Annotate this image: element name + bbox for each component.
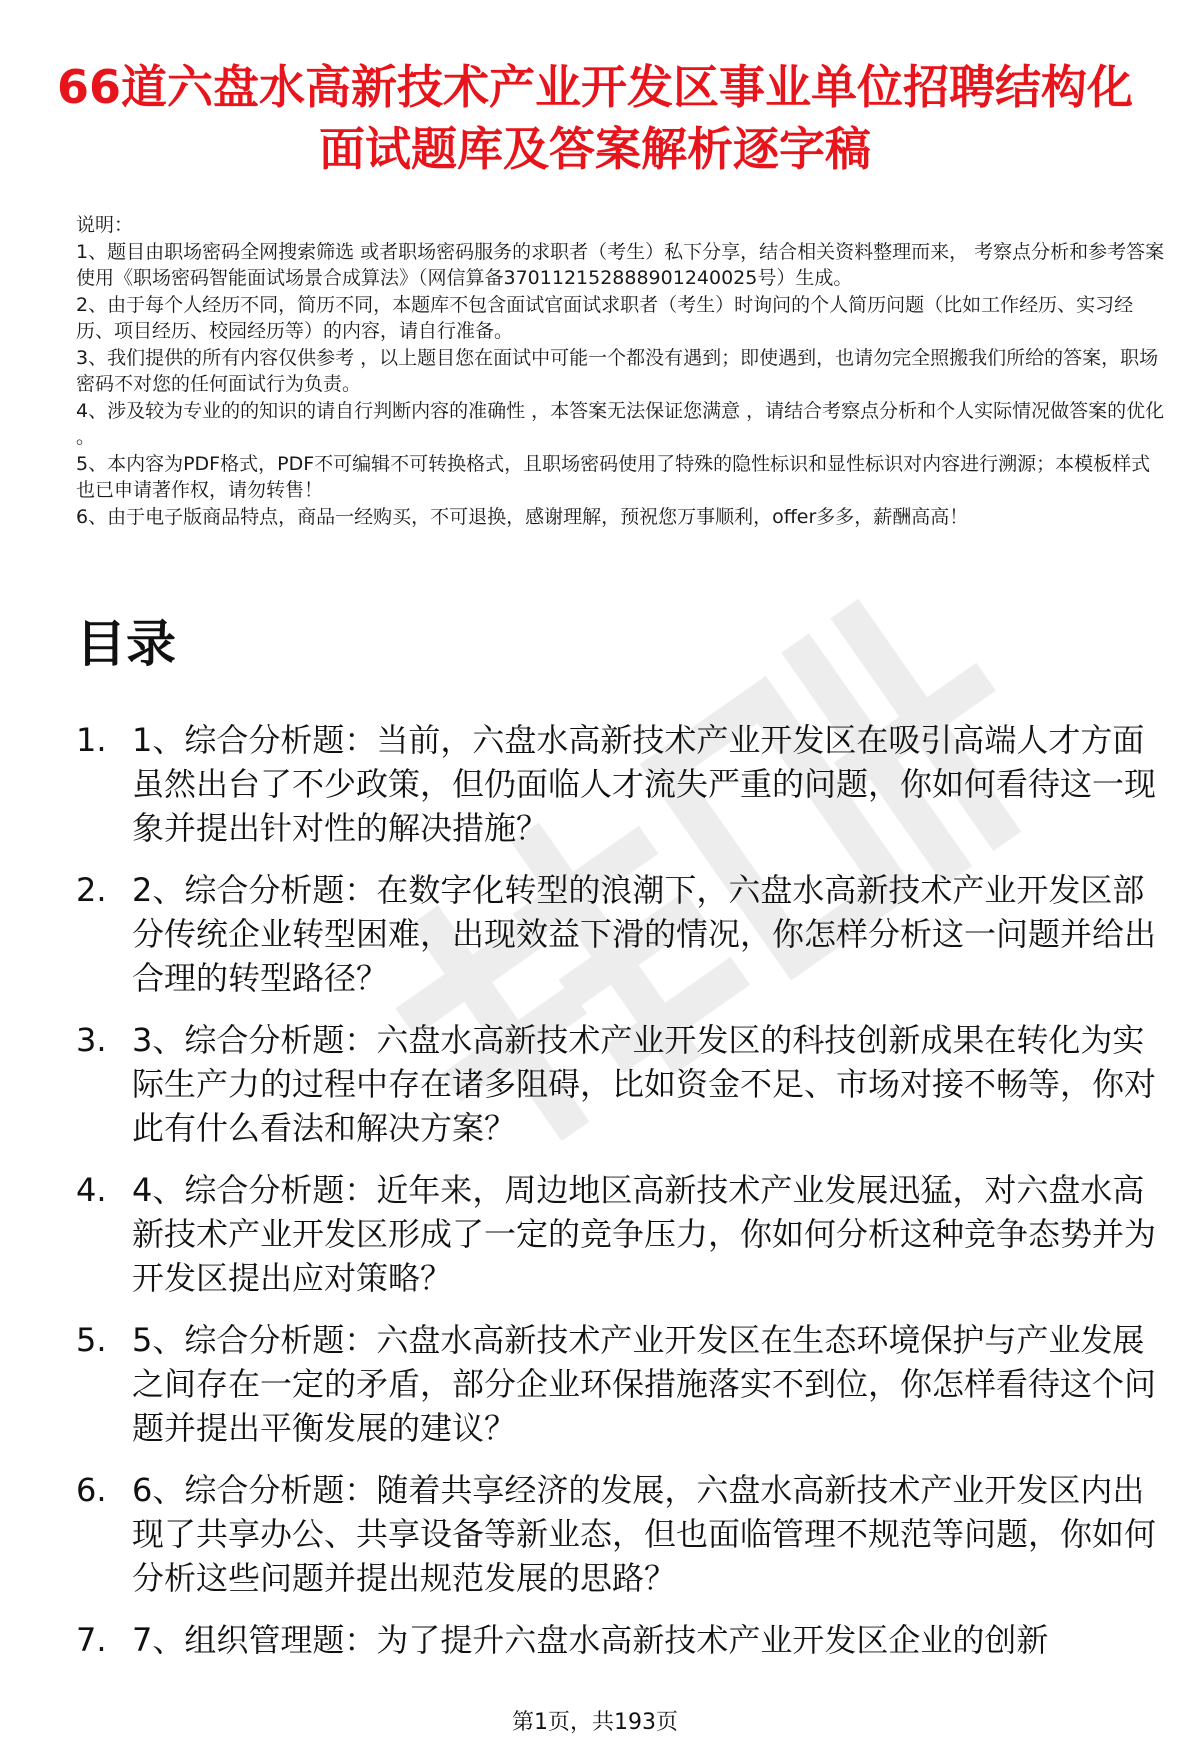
toc-item-text[interactable]: 3、综合分析题：六盘水高新技术产业开发区的科技创新成果在转化为实际生产力的过程中存在诸多阻碍，比如资金不足、市场对接不畅等，你对此有什么看法和解决方案？ — [132, 1021, 1157, 1147]
toc-item-number: 3. — [76, 1021, 107, 1059]
notes-heading: 说明： — [76, 214, 134, 236]
toc-item-number: 7. — [76, 1621, 107, 1659]
toc-item[interactable] — [76, 1468, 1176, 1600]
toc-item-text[interactable]: 7、组织管理题：为了提升六盘水高新技术产业开发区企业的创新 — [132, 1621, 1049, 1659]
toc-item[interactable] — [76, 868, 1176, 1000]
toc-item-text[interactable]: 2、综合分析题：在数字化转型的浪潮下，六盘水高新技术产业开发区部分传统企业转型困难，出现效益下滑的情况，你怎样分析这一问题并给出合理的转型路径？ — [132, 871, 1157, 997]
toc-item-text[interactable]: 1、综合分析题：当前，六盘水高新技术产业开发区在吸引高端人才方面虽然出台了不少政策，但仍面临人才流失严重的问题，你如何看待这一现象并提出针对性的解决措施？ — [132, 721, 1157, 847]
toc-item[interactable] — [76, 1618, 1176, 1662]
notes-item: 3、我们提供的所有内容仅供参考 ，以上题目您在面试中可能一个都没有遇到；即使遇到，也请勿完全照搬我们所给的答案，职场密码不对您的任何面试行为负责。 — [76, 346, 1159, 395]
notes-item: 6、由于电子版商品特点，商品一经购买，不可退换，感谢理解，预祝您万事顺利，offer多多，薪酬高高！ — [76, 505, 969, 528]
toc-item-text[interactable]: 6、综合分析题：随着共享经济的发展，六盘水高新技术产业开发区内出现了共享办公、共享设备等新业态，但也面临管理不规范等问题，你如何分析这些问题并提出规范发展的思路？ — [132, 1471, 1157, 1597]
notes-item: 2、由于每个人经历不同，简历不同，本题库不包含面试官面试求职者（考生）时询问的个人简历问题（比如工作经历、实习经历、项目经历、校园经历等）的内容，请自行准备。 — [76, 293, 1134, 342]
notes-item: 4、涉及较为专业的的知识的请自行判断内容的准确性 ，本答案无法保证您满意 ，请结合考察点分析和个人实际情况做答案的优化 。 — [76, 399, 1165, 448]
toc-item-number: 4. — [76, 1171, 107, 1209]
document-title: 66道六盘水高新技术产业开发区事业单位招聘结构化面试题库及答案解析逐字稿 — [56, 60, 1133, 176]
toc-item-number: 1. — [76, 721, 107, 759]
toc-item-text[interactable]: 4、综合分析题：近年来，周边地区高新技术产业发展迅猛，对六盘水高新技术产业开发区形成了一定的竞争压力，你如何分析这种竞争态势并为开发区提出应对策略？ — [132, 1171, 1157, 1297]
toc-heading: 目录 — [76, 615, 176, 673]
toc-item[interactable] — [76, 1018, 1176, 1150]
notes-item: 5、本内容为PDF格式，PDF不可编辑不可转换格式，且职场密码使用了特殊的隐性标识和显性标识对内容进行溯源；本模板样式也已申请著作权，请勿转售！ — [76, 452, 1151, 501]
page-footer: 第1页，共193页 — [512, 1710, 678, 1735]
toc-list — [76, 718, 1176, 1680]
toc-item-number: 5. — [76, 1321, 107, 1359]
toc-item-number: 2. — [76, 871, 107, 909]
notes-item: 1、题目由职场密码全网搜索筛选 或者职场密码服务的求职者（考生）私下分享，结合相关资料整理而来， 考察点分析和参考答案使用《职场密码智能面试场景合成算法》（网信算备370112152888901240025号）生成。 — [76, 240, 1165, 289]
toc-item-text[interactable]: 5、综合分析题：六盘水高新技术产业开发区在生态环境保护与产业发展之间存在一定的矛盾，部分企业环保措施落实不到位，你怎样看待这个问题并提出平衡发展的建议？ — [132, 1321, 1157, 1447]
toc-item[interactable] — [76, 718, 1176, 850]
notes-section — [76, 212, 1166, 530]
toc-item[interactable] — [76, 1318, 1176, 1450]
toc-item[interactable] — [76, 1168, 1176, 1300]
toc-item-number: 6. — [76, 1471, 107, 1509]
